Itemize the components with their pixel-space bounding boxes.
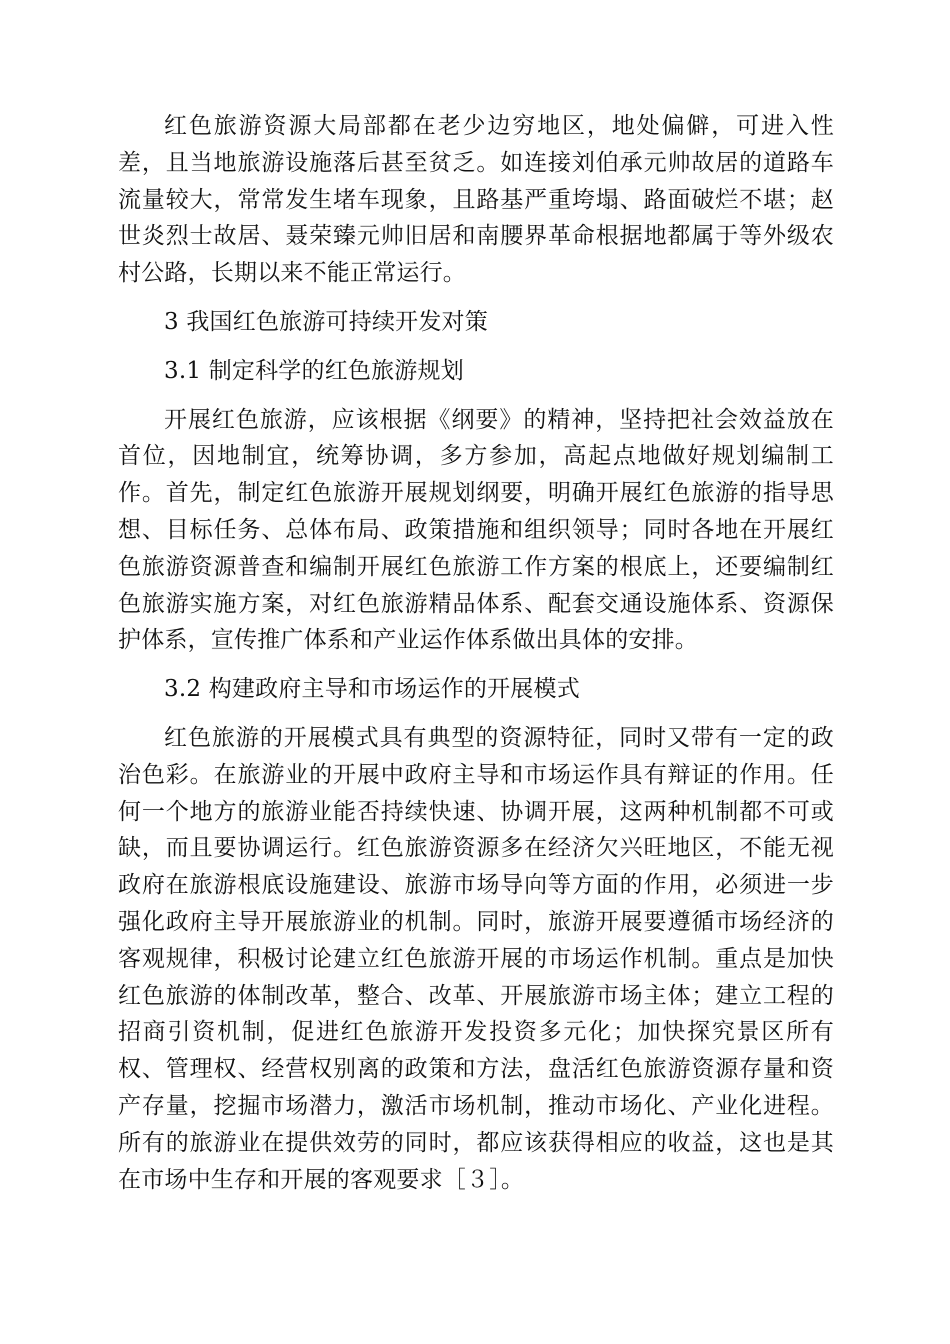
- paragraph-development-model: 红色旅游的开展模式具有典型的资源特征，同时又带有一定的政治色彩。在旅游业的开展中政府主导和市场运作具有辩证的作用。任何一个地方的旅游业能否持续快速、协调开展，这两种机制都不可或缺，而且要协调运行。红色旅游资源多在经济欠兴旺地区，不能无视政府在旅游根底设施建设、旅游市场导向等方面的作用，必须进一步强化政府主导开展旅游业的机制。同时，旅游开展要遵循市场经济的客观规律，积极讨论建立红色旅游开展的市场运作机制。重点是加快红色旅游的体制改革，整合、改革、开展旅游市场主体；建立工程的招商引资机制，促进红色旅游开发投资多元化；加快探究景区所有权、管理权、经营权别离的政策和方法，盘活红色旅游资源存量和资产存量，挖掘市场潜力，激活市场机制，推动市场化、产业化进程。所有的旅游业在提供效劳的同时，都应该获得相应的收益，这也是其在市场中生存和开展的客观要求［３］。: [118, 724, 834, 1193]
- document-page: [118, 108, 834, 1198]
- paragraph-planning: 开展红色旅游，应该根据《纲要》的精神，坚持把社会效益放在首位，因地制宜，统筹协调，多方参加，高起点地做好规划编制工作。首先，制定红色旅游开展规划纲要，明确开展红色旅游的指导思想、目标任务、总体布局、政策措施和组织领导；同时各地在开展红色旅游资源普查和编制开展红色旅游工作方案的根底上，还要编制红色旅游实施方案，对红色旅游精品体系、配套交通设施体系、资源保护体系，宣传推广体系和产业运作体系做出具体的安排。: [118, 406, 834, 654]
- paragraph-infrastructure: 红色旅游资源大局部都在老少边穷地区，地处偏僻，可进入性差，且当地旅游设施落后甚至贫乏。如连接刘伯承元帅故居的道路车流量较大，常常发生堵车现象，且路基严重垮塌、路面破烂不堪；赵世炎烈士故居、聂荣臻元帅旧居和南腰界革命根据地都属于等外级农村公路，长期以来不能正常运行。: [118, 113, 834, 287]
- subsection-heading-3-2: 3.2 构建政府主导和市场运作的开展模式: [164, 676, 580, 703]
- subsection-heading-3-1: 3.1 制定科学的红色旅游规划: [164, 357, 464, 384]
- section-heading-3: 3 我国红色旅游可持续开发对策: [164, 308, 488, 335]
